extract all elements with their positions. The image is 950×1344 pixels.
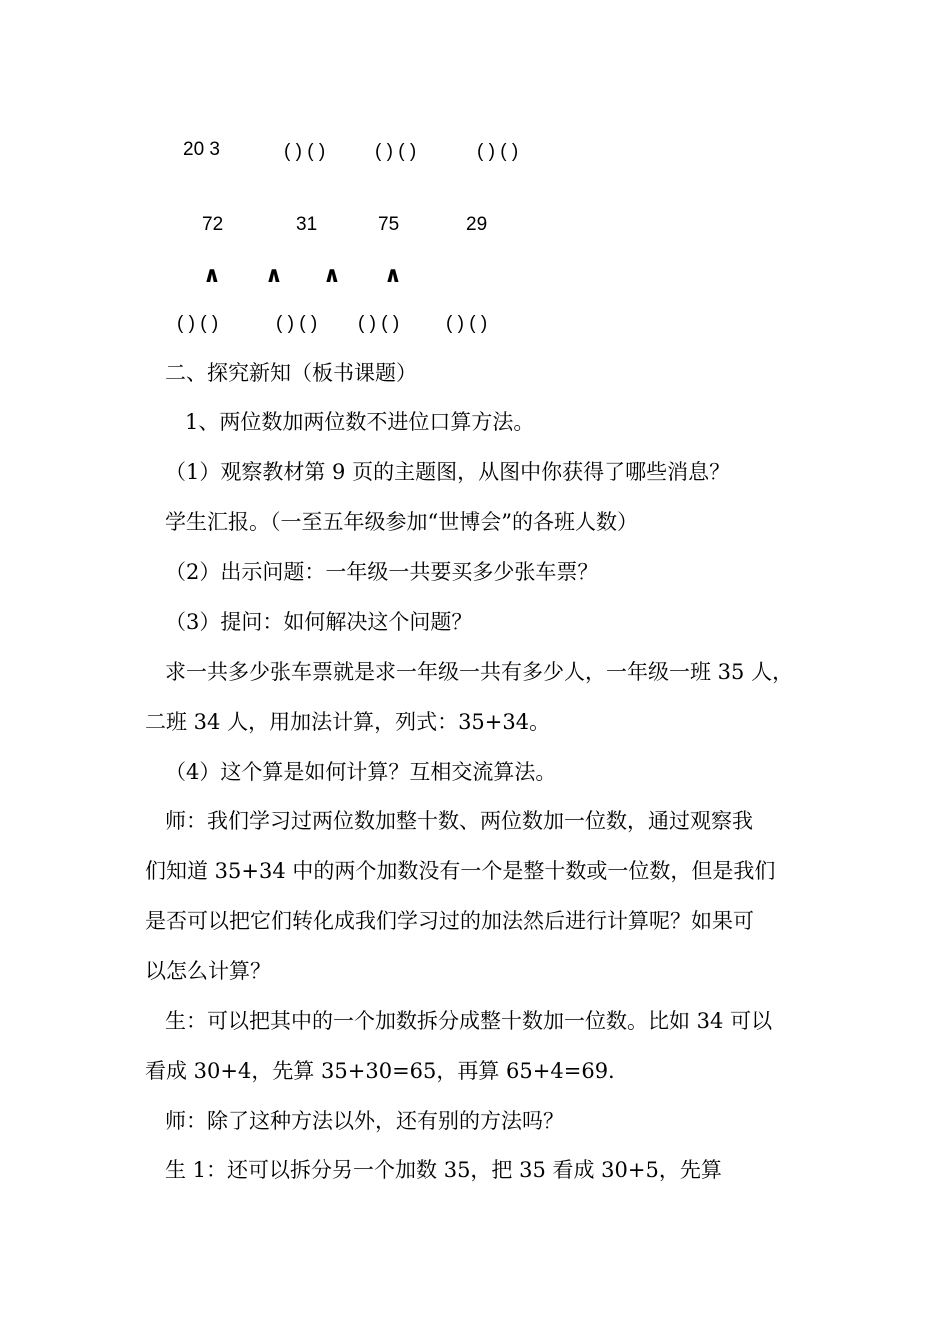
- decompose-cell: ( ) ( ): [477, 141, 519, 162]
- subsection-heading: 1、两位数加两位数不进位口算方法。: [185, 410, 535, 434]
- number-cell: 31: [296, 214, 318, 235]
- paragraph-line: （2）出示问题：一年级一共要买多少张车票？: [165, 560, 599, 584]
- decompose-cell: ( ) ( ): [276, 313, 318, 334]
- caret-symbol: ∧: [323, 262, 341, 287]
- paragraph-line: 看成 30+4，先算 35+30=65，再算 65+4=69.: [145, 1059, 615, 1083]
- decompose-cell: ( ) ( ): [358, 313, 400, 334]
- paragraph-line: 以怎么计算？: [145, 959, 271, 983]
- paragraph-line: （3）提问：如何解决这个问题？: [165, 610, 473, 634]
- paragraph-line: （1）观察教材第 9 页的主题图，从图中你获得了哪些消息？: [165, 460, 731, 484]
- paragraph-line: 学生汇报。（一至五年级参加“世博会”的各班人数）: [165, 510, 638, 534]
- section-heading: 二、探究新知（板书课题）: [165, 361, 417, 385]
- paragraph-line: 求一共多少张车票就是求一年级一共有多少人，一年级一班 35 人，: [165, 660, 794, 684]
- decompose-cell: 20 3: [183, 139, 220, 160]
- caret-symbol: ∧: [265, 262, 283, 287]
- paragraph-line: 二班 34 人，用加法计算，列式：35+34。: [145, 710, 551, 734]
- paragraph-line: （4）这个算是如何计算？互相交流算法。: [165, 760, 557, 784]
- paragraph-line: 们知道 35+34 中的两个加数没有一个是整十数或一位数，但是我们: [145, 859, 776, 883]
- decompose-cell: ( ) ( ): [177, 313, 219, 334]
- decompose-cell: ( ) ( ): [446, 313, 488, 334]
- number-cell: 75: [378, 214, 400, 235]
- number-cell: 72: [202, 214, 224, 235]
- caret-symbol: ∧: [384, 262, 402, 287]
- caret-symbol: ∧: [203, 262, 221, 287]
- paragraph-line: 师：除了这种方法以外，还有别的方法吗？: [165, 1109, 564, 1133]
- number-cell: 29: [466, 214, 488, 235]
- paragraph-line: 生 1：还可以拆分另一个加数 35，把 35 看成 30+5，先算: [165, 1158, 722, 1182]
- decompose-cell: ( ) ( ): [375, 141, 417, 162]
- decompose-cell: ( ) ( ): [284, 141, 326, 162]
- paragraph-line: 生：可以把其中的一个加数拆分成整十数加一位数。比如 34 可以: [165, 1009, 773, 1033]
- paragraph-line: 是否可以把它们转化成我们学习过的加法然后进行计算呢？如果可: [145, 909, 754, 933]
- paragraph-line: 师：我们学习过两位数加整十数、两位数加一位数，通过观察我: [165, 809, 753, 833]
